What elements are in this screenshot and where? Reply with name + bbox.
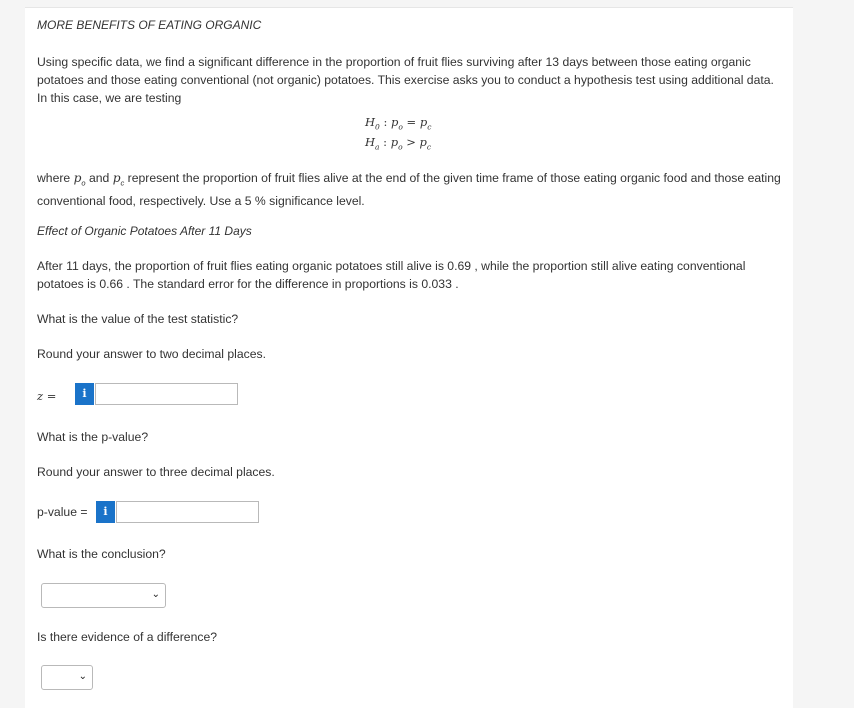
z-input[interactable] xyxy=(95,383,238,405)
info-icon[interactable]: i xyxy=(96,501,115,523)
alternative-hypothesis: $H_a$ : $p_o > p_c$ xyxy=(365,135,432,152)
question-card xyxy=(25,7,793,708)
z-label: z = xyxy=(37,389,57,403)
chevron-down-icon: ⌄ xyxy=(151,589,160,600)
pvalue-label: p-value = xyxy=(37,505,88,519)
chevron-down-icon: ⌄ xyxy=(78,671,87,682)
question-evidence: Is there evidence of a difference? xyxy=(37,630,217,644)
rounding-instruction-three: Round your answer to three decimal places. xyxy=(37,465,275,479)
subheading: Effect of Organic Potatoes After 11 Days xyxy=(37,224,252,238)
rounding-instruction-two: Round your answer to two decimal places. xyxy=(37,347,266,361)
pvalue-input[interactable] xyxy=(116,501,259,523)
where-paragraph: where $p_o$ and $p_c$ represent the proportion of fruit flies alive at the end of the given time frame of those eating organic food and those eating conventional food, respectively. Use a 5 % significance level. xyxy=(37,171,781,209)
intro-paragraph: Using specific data, we find a significant difference in the proportion of fruit flies surviving after 13 days between those eating organic potatoes and those eating conventional (not organic) potatoes. This exercise asks you to conduct a hypothesis test using additional data. In this case, we are testing xyxy=(37,55,774,105)
null-hypothesis: $H_0$ : $p_o = p_c$ xyxy=(365,115,432,132)
question-conclusion: What is the conclusion? xyxy=(37,547,166,561)
section-title: MORE BENEFITS OF EATING ORGANIC xyxy=(37,18,262,32)
question-pvalue: What is the p-value? xyxy=(37,430,149,444)
conclusion-select[interactable] xyxy=(41,583,166,608)
question-test-statistic: What is the value of the test statistic? xyxy=(37,312,239,326)
evidence-select[interactable] xyxy=(41,665,93,690)
data-paragraph: After 11 days, the proportion of fruit flies eating organic potatoes still alive is 0.69 , while the proportion still alive eating conventional potatoes is 0.66 . The standard error for the difference in proportions is 0.033 . xyxy=(37,259,746,291)
info-icon[interactable]: i xyxy=(75,383,94,405)
